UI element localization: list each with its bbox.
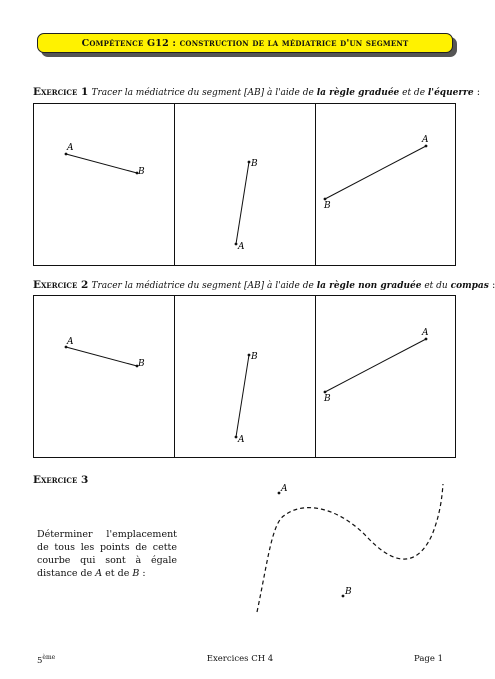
point-a-label: A [281, 484, 288, 494]
title-banner [37, 33, 457, 55]
footer-center: Exercices CH 4 [206, 654, 274, 664]
exercise-1-tool-1: la règle graduée [316, 88, 400, 98]
exercise-2-figure-2 [175, 296, 316, 459]
exercise-1-segment: AB [247, 88, 261, 98]
segment-ab [66, 154, 137, 173]
point-b [324, 391, 327, 394]
exercise-1-tool-2: l'équerre [427, 88, 474, 98]
point-b-label: B [138, 167, 145, 177]
exercise-2-instruction-start: Tracer la médiatrice du segment [ [91, 281, 248, 291]
point-a [425, 145, 428, 148]
exercise-2-cell-2 [175, 296, 316, 457]
point-a-label: A [67, 337, 74, 347]
point-a-label: A [238, 435, 245, 445]
exercise-1-figure-2 [175, 104, 316, 267]
exercise-2-figure-1 [34, 296, 175, 459]
exercise-3-text-start: Déterminer l'emplacement de tous les points de cette courbe qui sont à égale distance de [37, 529, 177, 579]
point-a-label: A [422, 135, 429, 145]
footer-level-suffix: ème [42, 654, 56, 661]
exercise-1-connector: et de [399, 88, 428, 98]
segment-ab [236, 355, 249, 437]
exercise-3-label: Exercice 3 [33, 474, 89, 486]
segment-ab [236, 162, 249, 244]
exercise-2-tool-2: compas [450, 281, 489, 291]
point-b [248, 354, 251, 357]
exercise-1-instruction-start: Tracer la médiatrice du segment [ [91, 88, 248, 98]
exercise-1-figure-1 [34, 104, 175, 267]
point-b-label: B [345, 587, 352, 597]
point-b-label: B [251, 159, 258, 169]
exercise-3-instruction [37, 528, 177, 580]
exercise-2-heading [33, 279, 495, 291]
exercise-2-cell-1 [34, 296, 175, 457]
exercise-3-and: et de [102, 568, 133, 579]
point-a [235, 436, 238, 439]
segment-ab [66, 347, 137, 366]
footer-level-number: 5 [37, 655, 43, 666]
exercise-1-cell-2 [175, 104, 316, 265]
segment-ab [325, 339, 426, 392]
dashed-curve [257, 484, 443, 612]
point-b [248, 161, 251, 164]
exercise-3-heading [33, 474, 88, 486]
exercise-2-instruction-mid: ] à l'aide de [260, 281, 317, 291]
point-a [278, 492, 281, 495]
point-a-label: A [422, 328, 429, 338]
exercise-1-label: Exercice 1 [33, 86, 89, 98]
exercise-2-grid [33, 295, 456, 458]
point-b [342, 595, 345, 598]
exercise-1-suffix: : [473, 87, 481, 98]
segment-ab [325, 146, 426, 199]
point-b-label: B [138, 359, 145, 369]
exercise-3-point-a: A [95, 568, 103, 579]
exercise-2-segment: AB [247, 281, 261, 291]
exercise-2-figure-3 [316, 296, 455, 459]
point-a [65, 153, 68, 156]
point-b-label: B [251, 352, 258, 362]
point-b-label: B [324, 394, 331, 404]
exercise-1-cell-3 [316, 104, 455, 265]
exercise-2-tool-1: la règle non graduée [316, 281, 422, 291]
exercise-2-label: Exercice 2 [33, 279, 89, 291]
point-a-label: A [67, 143, 74, 153]
exercise-1-instruction-mid: ] à l'aide de [260, 88, 317, 98]
point-a-label: A [238, 242, 245, 252]
exercise-1-heading [33, 86, 480, 98]
exercise-3-point-b: B [132, 568, 140, 579]
exercise-1-cell-1 [34, 104, 175, 265]
exercise-1-figure-3 [316, 104, 455, 267]
exercise-2-connector: et du [421, 281, 451, 291]
footer-page: Page 1 [414, 654, 443, 664]
point-a [235, 243, 238, 246]
exercise-1-grid [33, 103, 456, 266]
point-b [324, 198, 327, 201]
point-a [425, 338, 428, 341]
exercise-2-suffix: : [488, 280, 495, 291]
page-title: Compétence G12 : construction de la médiatrice d'un segment [37, 33, 453, 53]
exercise-2-cell-3 [316, 296, 455, 457]
point-b-label: B [324, 201, 331, 211]
exercise-3-text-end: : [139, 568, 146, 579]
